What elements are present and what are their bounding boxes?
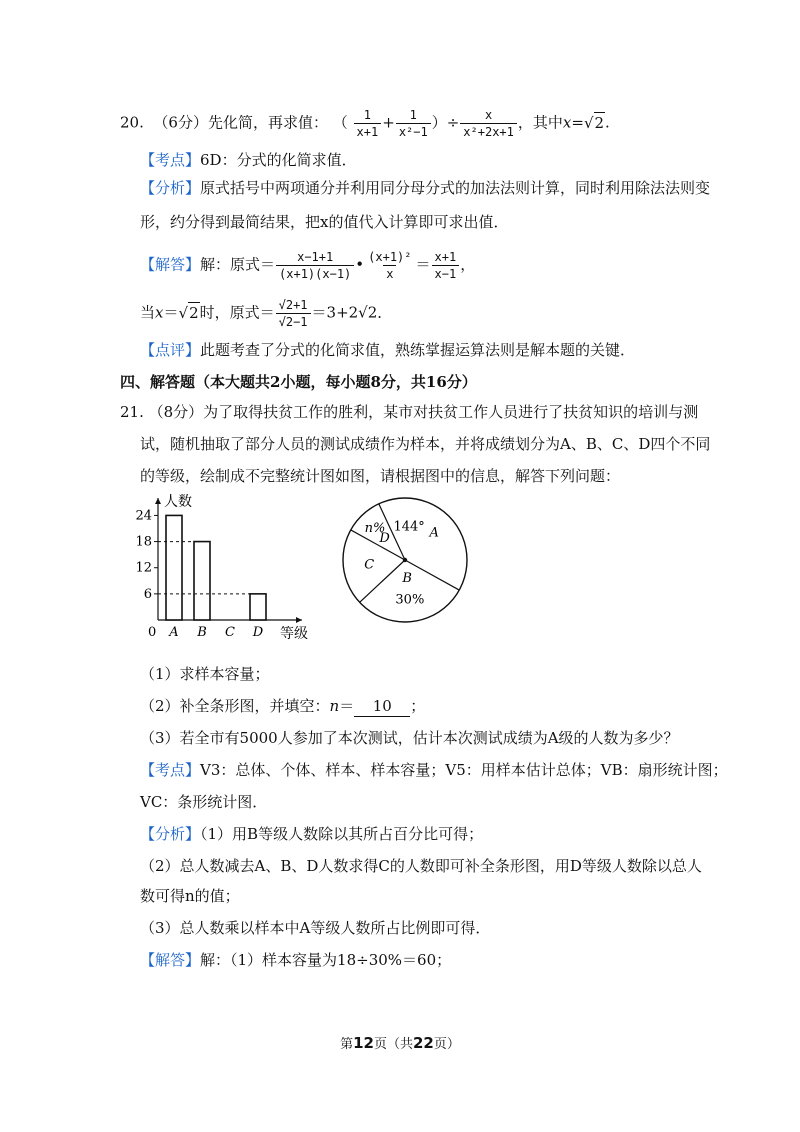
q21-sub1: （1）求样本容量； bbox=[140, 665, 270, 683]
pie-chart bbox=[335, 490, 475, 630]
q21-jieda: 【解答】解：（1）样本容量为18÷30%＝60； bbox=[140, 951, 452, 969]
q20-fenxi-line2: 形，约分得到最简结果，把x的值代入计算即可求出值． bbox=[140, 213, 509, 231]
pie-label-A: A bbox=[429, 525, 439, 541]
page-footer: 第12页（共22页） bbox=[340, 1034, 460, 1052]
bar-B bbox=[194, 542, 210, 620]
y-axis-label: 人数 bbox=[164, 494, 192, 510]
pie-label-D: D bbox=[379, 531, 390, 547]
solution-fraction-2: $\frac{\text{(x+1)²}}{x}$ bbox=[368, 250, 412, 281]
q20-evaluation: 当x＝√2时，原式＝ $\frac{√2+1}{√2-1}$ ＝3+2√2． bbox=[140, 298, 393, 329]
q21-line1: 21. （8分）为了取得扶贫工作的胜利，某市对扶贫工作人员进行了扶贫知识的培训与测 bbox=[120, 403, 699, 421]
bar-chart bbox=[130, 490, 320, 645]
q21-fenxi-2a: （2）总人数减去A、B、D人数求得C的人数即可补全条形图，用D等级人数除以总人 bbox=[140, 857, 702, 875]
pie-annotation-B: 30% bbox=[395, 592, 425, 608]
x-tick-label: C bbox=[225, 625, 235, 640]
solution-fraction-3: $\frac{x+1}{x-1}$ bbox=[432, 250, 460, 281]
fraction-1: $\frac{1}{x+1}$ bbox=[354, 108, 382, 139]
x-tick-label: D bbox=[252, 625, 264, 640]
q21-fenxi-2b: 数可得n的值； bbox=[140, 887, 240, 905]
bar-D bbox=[250, 594, 266, 620]
q21-fenxi-3: （3）总人数乘以样本中A等级人数所占比例即可得． bbox=[140, 919, 491, 937]
x-axis-label: 等级 bbox=[280, 626, 308, 642]
q21-sub3: （3）若全市有5000人参加了本次测试，估计本次测试成绩为A级的人数为多少？ bbox=[140, 729, 679, 747]
x-tick-label: A bbox=[169, 625, 179, 640]
q20-kaodian: 【考点】6D：分式的化简求值． bbox=[140, 151, 357, 169]
pie-label-C: C bbox=[364, 557, 375, 573]
q20-jieda: 【解答】解：原式＝ $\frac{x-1+1}{(x+1)(x-1)}$ • $\frac{\text{(x+1)²}}{x}$ ＝ $\frac{x+1}{x-1}$ ， bbox=[140, 250, 476, 281]
q20-fenxi-line1: 【分析】原式括号中两项通分并利用同分母分式的加法法则计算，同时利用除法法则变 bbox=[140, 179, 711, 197]
y-tick-label: 18 bbox=[135, 534, 152, 550]
answer-blank: 10 bbox=[354, 696, 410, 717]
origin-label: 0 bbox=[148, 625, 157, 640]
sqrt-2: √2 bbox=[583, 113, 605, 132]
q21-sub2: （2）补全条形图，并填空：n＝ 10 ； bbox=[140, 697, 426, 715]
x-axis-arrow bbox=[296, 617, 302, 623]
q21-fenxi-1: 【分析】（1）用B等级人数除以其所占百分比可得； bbox=[140, 825, 484, 843]
q20-dianping: 【点评】此题考查了分式的化简求值，熟练掌握运算法则是解本题的关键． bbox=[140, 341, 636, 359]
pie-annotation-D: n% bbox=[364, 520, 386, 536]
fraction-2: $\frac{1}{\text{x²−1}}$ bbox=[396, 108, 431, 139]
y-tick-label: 6 bbox=[143, 586, 152, 602]
q21-line2: 试，随机抽取了部分人员的测试成绩作为样本，并将成绩划分为A、B、C、D四个不同 bbox=[140, 435, 711, 453]
section-heading: 四、解答题（本大题共2小题，每小题8分，共16分） bbox=[120, 373, 477, 391]
value-fraction: $\frac{√2+1}{√2-1}$ bbox=[276, 298, 311, 329]
y-axis-arrow bbox=[155, 498, 161, 504]
x-tick-label: B bbox=[197, 625, 207, 640]
q21-line3: 的等级，绘制成不完整统计图如图，请根据图中的信息，解答下列问题： bbox=[140, 467, 621, 485]
pie-label-B: B bbox=[402, 570, 412, 586]
bar-A bbox=[166, 515, 182, 620]
pie-center bbox=[403, 558, 407, 562]
y-tick-label: 12 bbox=[135, 560, 152, 576]
fraction-3: $\frac{x}{\text{x²+2x+1}}$ bbox=[460, 108, 517, 139]
pie-annotation-A: 144° bbox=[393, 519, 425, 535]
q21-kaodian-line1: 【考点】V3：总体、个体、样本、样本容量；V5：用样本估计总体；VB：扇形统计图； bbox=[140, 761, 728, 779]
q21-kaodian-line2: VC：条形统计图． bbox=[140, 793, 268, 811]
q20-statement: 20. （6分）先化简，再求值： （ $\frac{1}{x+1}$ + $\frac{1}{\text{x²−1}}$ ）÷ $\frac{x}{\text{x²+2x+1}}$ ，其中x=√2. bbox=[120, 108, 610, 139]
solution-fraction-1: $\frac{x-1+1}{(x+1)(x-1)}$ bbox=[276, 250, 354, 281]
y-tick-label: 24 bbox=[135, 508, 152, 524]
